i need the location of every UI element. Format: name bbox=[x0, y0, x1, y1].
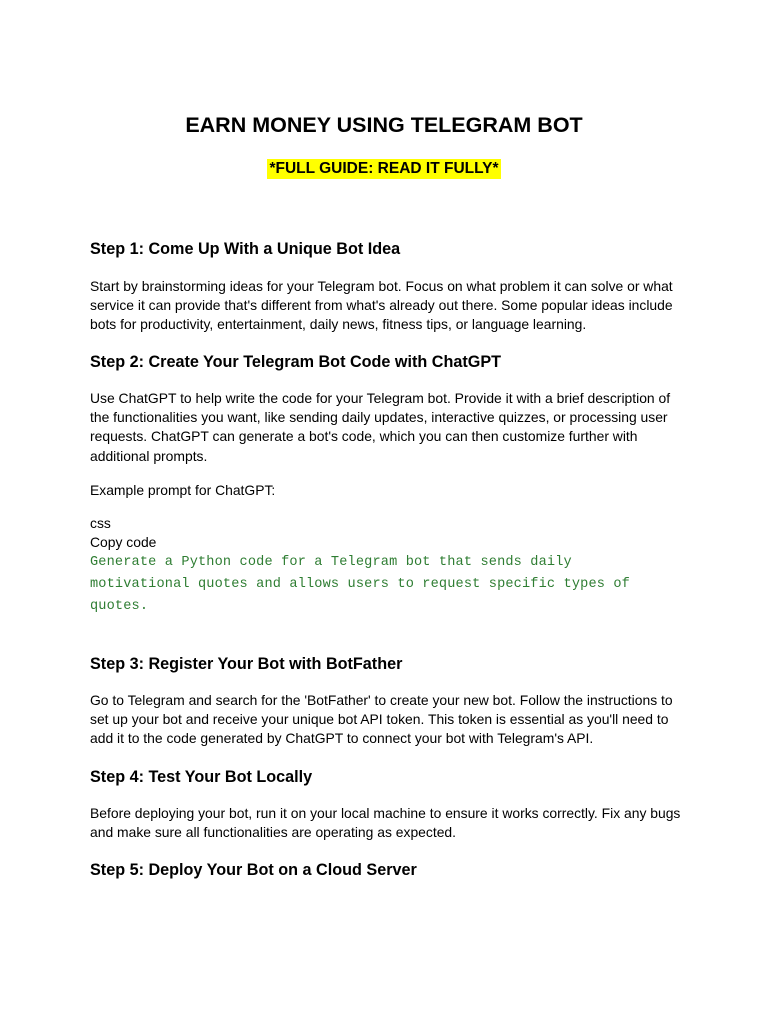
example-prompt-label: Example prompt for ChatGPT: bbox=[90, 482, 276, 498]
paragraph-line: set up your bot and receive your unique bot API token. This token is essential as you'll need to bbox=[90, 711, 669, 728]
step-3-heading: Step 3: Register Your Bot with BotFather bbox=[90, 655, 403, 673]
paragraph-line: add it to the code generated by ChatGPT to connect your bot with Telegram's API. bbox=[90, 730, 594, 747]
paragraph-line: Before deploying your bot, run it on your local machine to ensure it works correctly. Fix any bugs bbox=[90, 805, 681, 821]
step-1-heading: Step 1: Come Up With a Unique Bot Idea bbox=[90, 240, 401, 258]
paragraph-line: requests. ChatGPT can generate a bot's code, which you can then customize further with bbox=[90, 428, 638, 445]
paragraph-line: Use ChatGPT to help write the code for your Telegram bot. Provide it with a brief description of bbox=[90, 390, 671, 406]
paragraph-line: Start by brainstorming ideas for your Telegram bot. Focus on what problem it can solve or what bbox=[90, 278, 673, 294]
step-2-paragraph bbox=[90, 389, 690, 466]
step-1-paragraph bbox=[90, 277, 690, 335]
step-2-heading: Step 2: Create Your Telegram Bot Code with ChatGPT bbox=[90, 353, 502, 371]
code-block bbox=[90, 552, 630, 617]
paragraph-line: additional prompts. bbox=[90, 447, 208, 464]
code-line: motivational quotes and allows users to request specific types of bbox=[90, 576, 630, 592]
paragraph-line: Go to Telegram and search for the 'BotFather' to create your new bot. Follow the instructions to bbox=[90, 692, 673, 708]
paragraph-line: the functionalities you want, like sending daily updates, interactive quizzes, or processing user bbox=[90, 409, 668, 426]
document-title: EARN MONEY USING TELEGRAM BOT bbox=[185, 113, 583, 137]
step-4-heading: Step 4: Test Your Bot Locally bbox=[90, 768, 313, 786]
code-line: Generate a Python code for a Telegram bot that sends daily bbox=[90, 555, 572, 570]
code-language-label: css bbox=[90, 515, 111, 531]
subtitle-container bbox=[0, 159, 768, 179]
code-line: quotes. bbox=[90, 598, 149, 614]
paragraph-line: and make sure all functionalities are operating as expected. bbox=[90, 824, 457, 841]
highlighted-subtitle: *FULL GUIDE: READ IT FULLY* bbox=[269, 160, 499, 177]
step-3-paragraph bbox=[90, 691, 690, 749]
copy-code-button[interactable]: Copy code bbox=[90, 534, 157, 550]
step-4-paragraph bbox=[90, 804, 690, 842]
paragraph-line: service it can provide that's different from what's already out there. Some popular ideas include bbox=[90, 297, 673, 314]
step-5-heading: Step 5: Deploy Your Bot on a Cloud Server bbox=[90, 861, 417, 879]
paragraph-line: bots for productivity, entertainment, daily news, fitness tips, or language learning. bbox=[90, 316, 587, 333]
